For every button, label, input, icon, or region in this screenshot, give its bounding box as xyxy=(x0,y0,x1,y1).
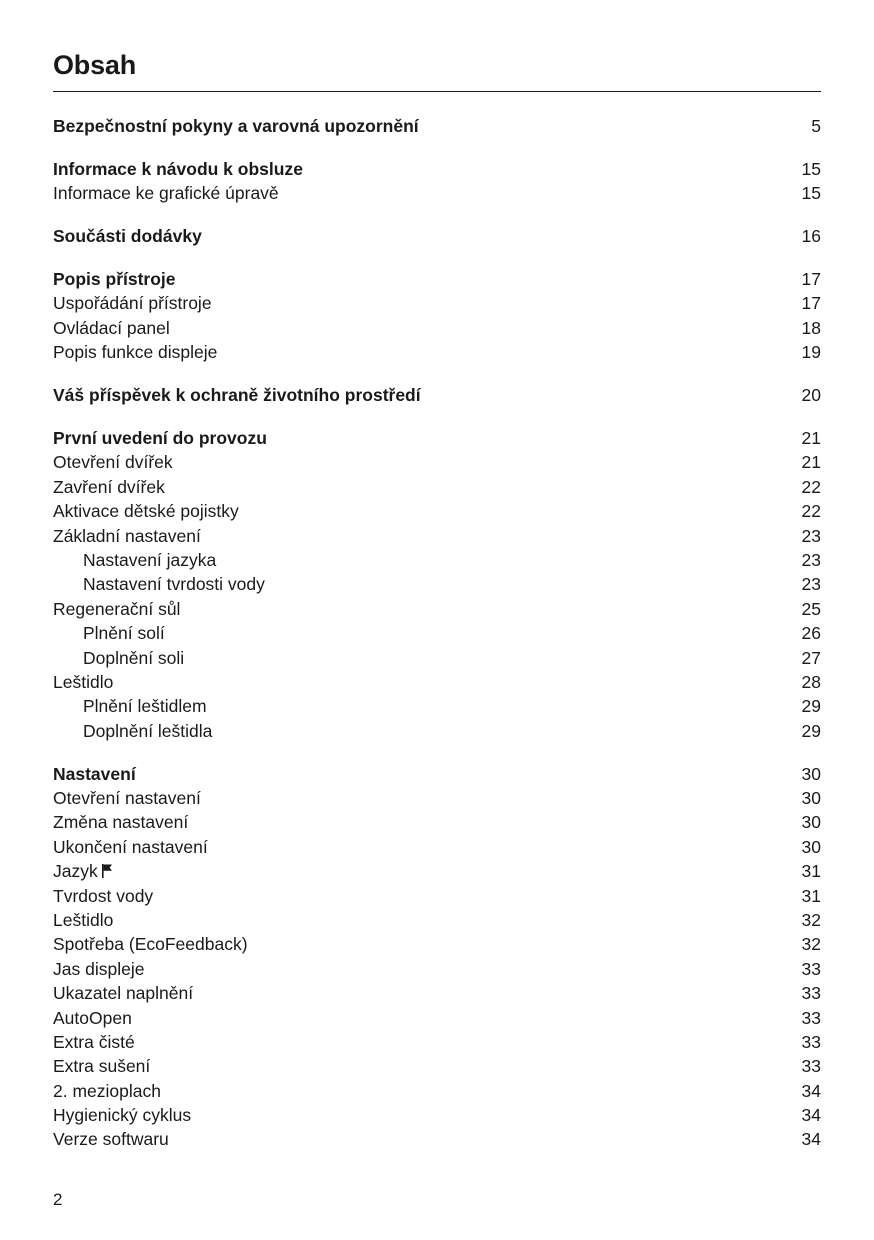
toc-entry-label xyxy=(83,572,265,596)
toc-entry-label xyxy=(53,475,165,499)
toc-page-number: 30 xyxy=(801,787,821,808)
toc-section xyxy=(53,267,821,365)
toc-entry-title: První uvedení do provozu xyxy=(53,428,267,449)
toc-entry-title: Jas displeje xyxy=(53,958,145,979)
toc-section xyxy=(53,114,821,138)
toc-section xyxy=(53,383,821,407)
toc-section-entry xyxy=(53,1127,821,1151)
table-of-contents xyxy=(53,114,821,1170)
toc-section-entry xyxy=(53,835,821,859)
toc-entry-label xyxy=(53,450,173,474)
toc-entry-title: Extra sušení xyxy=(53,1056,151,1077)
toc-chapter-entry xyxy=(53,383,821,407)
toc-page-number: 31 xyxy=(801,885,821,906)
title-divider xyxy=(53,91,821,92)
toc-section-entry xyxy=(53,884,821,908)
toc-entry-title: Extra čisté xyxy=(53,1031,135,1052)
toc-section-entry xyxy=(53,957,821,981)
toc-page-number: 29 xyxy=(801,720,821,741)
toc-page-number: 34 xyxy=(801,1080,821,1101)
toc-entry-label xyxy=(53,908,113,932)
toc-section-entry xyxy=(53,524,821,548)
toc-section-entry xyxy=(53,1079,821,1103)
toc-entry-label xyxy=(83,719,212,743)
toc-page-number: 21 xyxy=(801,428,821,449)
toc-entry-label xyxy=(53,157,303,181)
toc-entry-title: Změna nastavení xyxy=(53,812,189,833)
toc-page-number: 30 xyxy=(801,763,821,784)
toc-entry-title: Regenerační sůl xyxy=(53,598,181,619)
toc-entry-label xyxy=(83,646,184,670)
toc-entry-title: Plnění solí xyxy=(83,623,165,644)
toc-entry-label xyxy=(83,621,165,645)
toc-chapter-entry xyxy=(53,426,821,450)
toc-entry-label xyxy=(53,1006,132,1030)
toc-entry-label xyxy=(53,1103,191,1127)
toc-entry-title: Základní nastavení xyxy=(53,525,201,546)
toc-entry-title: Ukazatel naplnění xyxy=(53,983,194,1004)
toc-chapter-entry xyxy=(53,267,821,291)
toc-entry-title: Otevření nastavení xyxy=(53,787,201,808)
toc-page-number: 32 xyxy=(801,909,821,930)
toc-section-entry xyxy=(53,340,821,364)
toc-page-number: 26 xyxy=(801,623,821,644)
toc-page-number: 30 xyxy=(801,836,821,857)
toc-entry-title: Popis přístroje xyxy=(53,269,176,290)
toc-entry-title: Spotřeba (EcoFeedback) xyxy=(53,934,248,955)
toc-entry-label xyxy=(53,762,136,786)
toc-entry-title: Verze softwaru xyxy=(53,1129,169,1150)
toc-section-entry xyxy=(53,597,821,621)
toc-entry-title: Nastavení xyxy=(53,763,136,784)
toc-page-number: 33 xyxy=(801,1031,821,1052)
toc-entry-label xyxy=(53,181,279,205)
toc-entry-title: Ukončení nastavení xyxy=(53,836,208,857)
toc-section-entry xyxy=(53,181,821,205)
toc-section-entry xyxy=(53,981,821,1005)
toc-entry-title: Tvrdost vody xyxy=(53,885,154,906)
toc-chapter-entry xyxy=(53,157,821,181)
toc-section-entry xyxy=(53,499,821,523)
toc-entry-title: Plnění leštidlem xyxy=(83,696,207,717)
toc-section xyxy=(53,762,821,1152)
toc-entry-title: Váš příspěvek k ochraně životního prostředí xyxy=(53,385,421,406)
toc-subsection-entry xyxy=(53,694,821,718)
toc-page-number: 34 xyxy=(801,1105,821,1126)
toc-page-number: 18 xyxy=(801,317,821,338)
toc-section xyxy=(53,224,821,248)
toc-page-number: 17 xyxy=(801,293,821,314)
toc-entry-title: Informace ke grafické úpravě xyxy=(53,183,279,204)
toc-page-number: 20 xyxy=(801,385,821,406)
toc-entry-label xyxy=(53,316,170,340)
toc-entry-label xyxy=(53,597,180,621)
toc-entry-title: 2. mezioplach xyxy=(53,1080,161,1101)
toc-page-number: 22 xyxy=(801,476,821,497)
toc-entry-title: Hygienický cyklus xyxy=(53,1105,192,1126)
toc-page-number: 19 xyxy=(801,342,821,363)
toc-page-number: 23 xyxy=(801,525,821,546)
toc-page-number: 16 xyxy=(801,226,821,247)
toc-entry-title: Bezpečnostní pokyny a varovná upozornění xyxy=(53,116,419,136)
toc-entry-title: Součásti dodávky xyxy=(53,226,202,247)
toc-section-entry xyxy=(53,1006,821,1030)
toc-entry-label xyxy=(83,694,207,718)
toc-entry-label xyxy=(53,267,176,291)
toc-entry-title: Otevření dvířek xyxy=(53,452,173,473)
toc-page-number: 25 xyxy=(801,598,821,619)
toc-page-number: 17 xyxy=(801,269,821,290)
toc-page-number: 27 xyxy=(801,647,821,668)
toc-entry-label xyxy=(53,786,201,810)
toc-page-number: 33 xyxy=(801,1056,821,1077)
toc-entry-title: Nastavení jazyka xyxy=(83,549,217,570)
toc-entry-label xyxy=(83,548,216,572)
toc-entry-label xyxy=(53,957,144,981)
toc-entry-label xyxy=(53,114,419,138)
toc-entry-title: Ovládací panel xyxy=(53,317,170,338)
toc-entry-label xyxy=(53,426,267,450)
toc-entry-label xyxy=(53,340,217,364)
toc-section-entry xyxy=(53,450,821,474)
toc-entry-title: Uspořádání přístroje xyxy=(53,293,212,314)
toc-subsection-entry xyxy=(53,719,821,743)
toc-entry-label xyxy=(53,1079,161,1103)
toc-entry-label xyxy=(53,524,201,548)
toc-page-number: 33 xyxy=(801,983,821,1004)
toc-entry-label xyxy=(53,810,188,834)
toc-subsection-entry xyxy=(53,646,821,670)
toc-page-number: 22 xyxy=(801,501,821,522)
toc-section xyxy=(53,426,821,743)
toc-page-number: 33 xyxy=(801,958,821,979)
toc-entry-title: Leštidlo xyxy=(53,909,114,930)
toc-entry-label xyxy=(53,884,153,908)
toc-section-entry xyxy=(53,859,821,883)
toc-entry-label xyxy=(53,670,113,694)
toc-entry-title: Aktivace dětské pojistky xyxy=(53,501,239,522)
toc-entry-title: Nastavení tvrdosti vody xyxy=(83,574,265,595)
toc-page-number: 33 xyxy=(801,1007,821,1028)
toc-entry-label xyxy=(53,224,202,248)
toc-section-entry xyxy=(53,1030,821,1054)
toc-section-entry xyxy=(53,1054,821,1078)
toc-entry-title: Leštidlo xyxy=(53,671,114,692)
toc-section-entry xyxy=(53,908,821,932)
toc-entry-title: AutoOpen xyxy=(53,1007,132,1028)
flag-icon xyxy=(101,861,113,877)
toc-chapter-entry xyxy=(53,762,821,786)
toc-entry-label xyxy=(53,1127,169,1151)
toc-subsection-entry xyxy=(53,572,821,596)
toc-section-entry xyxy=(53,786,821,810)
toc-section-entry xyxy=(53,316,821,340)
toc-subsection-entry xyxy=(53,548,821,572)
toc-page-number: 15 xyxy=(801,183,821,204)
toc-chapter-entry xyxy=(53,114,821,138)
toc-section-entry xyxy=(53,670,821,694)
toc-section-entry xyxy=(53,475,821,499)
toc-page-number: 5 xyxy=(811,116,821,136)
toc-page-number: 23 xyxy=(801,549,821,570)
toc-page-number: 34 xyxy=(801,1129,821,1150)
toc-entry-title: Jazyk xyxy=(53,861,98,882)
toc-section-entry xyxy=(53,291,821,315)
toc-page-number: 31 xyxy=(801,861,821,882)
toc-entry-title: Doplnění soli xyxy=(83,647,185,668)
toc-entry-title: Informace k návodu k obsluze xyxy=(53,158,303,179)
toc-page-number: 23 xyxy=(801,574,821,595)
toc-section-entry xyxy=(53,810,821,834)
page-number: 2 xyxy=(53,1190,63,1209)
toc-entry-title: Popis funkce displeje xyxy=(53,342,218,363)
toc-entry-label xyxy=(53,932,248,956)
toc-entry-label xyxy=(53,499,239,523)
toc-page-number: 28 xyxy=(801,671,821,692)
toc-page-number: 21 xyxy=(801,452,821,473)
toc-entry-label xyxy=(53,835,208,859)
toc-page-number: 30 xyxy=(801,812,821,833)
toc-entry-label xyxy=(53,1054,150,1078)
toc-entry-label xyxy=(53,859,113,883)
toc-entry-label xyxy=(53,981,193,1005)
toc-subsection-entry xyxy=(53,621,821,645)
toc-page-number: 15 xyxy=(801,158,821,179)
toc-page-number: 29 xyxy=(801,696,821,717)
toc-section-entry xyxy=(53,1103,821,1127)
toc-section-entry xyxy=(53,932,821,956)
toc-page-number: 32 xyxy=(801,934,821,955)
toc-entry-label xyxy=(53,291,212,315)
toc-entry-title: Zavření dvířek xyxy=(53,476,165,497)
toc-entry-label xyxy=(53,1030,135,1054)
toc-entry-label xyxy=(53,383,421,407)
toc-entry-title: Doplnění leštidla xyxy=(83,720,213,741)
toc-chapter-entry xyxy=(53,224,821,248)
page-title: Obsah xyxy=(53,50,137,80)
toc-section xyxy=(53,157,821,206)
